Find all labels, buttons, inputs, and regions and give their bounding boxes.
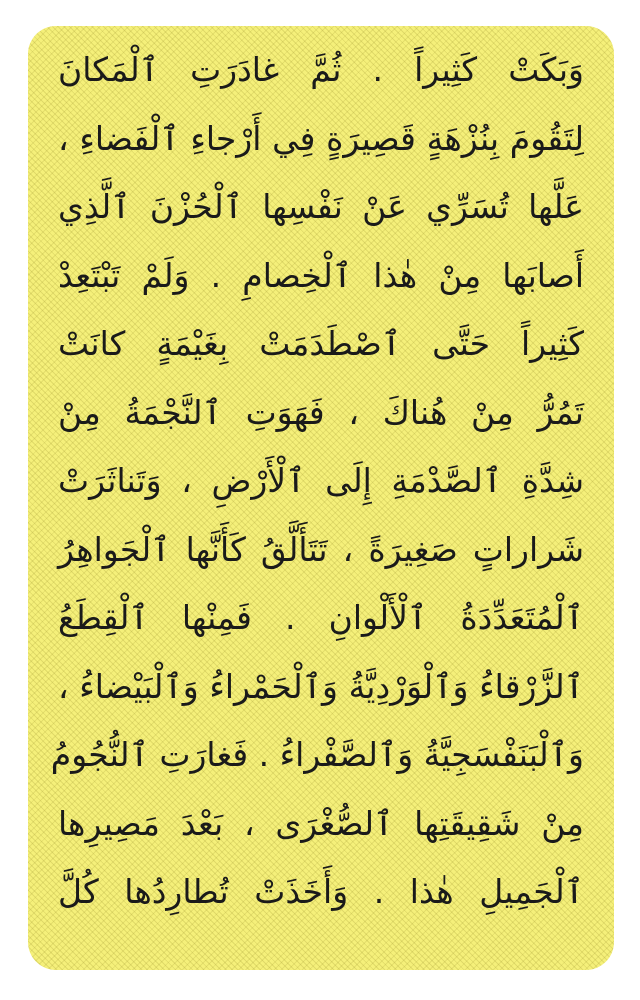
text-line-8: شَراراتٍ صَغِيرَةً ، تَتَأَلَّقُ كَأَنَّها ٱلْجَواهِرُ <box>58 529 584 569</box>
text-line-5: كَثِيراً حَتَّى ٱصْطَدَمَتْ بِغَيْمَةٍ كانَتْ <box>58 324 584 363</box>
text-line-11: وَٱلْبَنَفْسَجِيَّةُ وَٱلصَّفْراءُ . فَغارَتِ ٱلنُّجُومُ <box>50 735 584 774</box>
text-line-3: عَلَّها تُسَرِّي عَنْ نَفْسِها ٱلْحُزْنَ ٱلَّذِي <box>58 187 584 226</box>
text-line-9: ٱلْمُتَعَدِّدَةُ ٱلْأَلْوانِ . فَمِنْها ٱلْقِطَعُ <box>58 598 584 637</box>
text-line-10: ٱلزَّرْقاءُ وَٱلْوَرْدِيَّةُ وَٱلْحَمْراءُ وَٱلْبَيْضاءُ ، <box>58 666 584 706</box>
text-line-13: ٱلْجَمِيلِ هٰذا . وَأَخَذَتْ تُطارِدُها كُلَّ <box>58 872 584 911</box>
text-line-7: شِدَّةِ ٱلصَّدْمَةِ إِلَى ٱلْأَرْضِ ، وَتَناثَرَتْ <box>58 461 584 500</box>
text-line-12: مِنْ شَقِيقَتِها ٱلصُّغْرَى ، بَعْدَ مَصِيرِها <box>58 803 584 843</box>
text-line-1: وَبَكَتْ كَثِيراً . ثُمَّ غادَرَتِ ٱلْمَكانَ <box>58 50 584 89</box>
text-line-2: لِتَقُومَ بِنُزْهَةٍ قَصِيرَةٍ فِي أَرْجاءِ ٱلْفَضاءِ ، <box>58 118 584 158</box>
story-page <box>28 26 614 970</box>
story-text <box>50 36 584 927</box>
text-line-6: تَمُرُّ مِنْ هُناكَ ، فَهَوَتِ ٱلنَّجْمَةُ مِنْ <box>58 392 584 432</box>
text-line-4: أَصابَها مِنْ هٰذا ٱلْخِصامِ . وَلَمْ تَبْتَعِدْ <box>58 255 584 295</box>
